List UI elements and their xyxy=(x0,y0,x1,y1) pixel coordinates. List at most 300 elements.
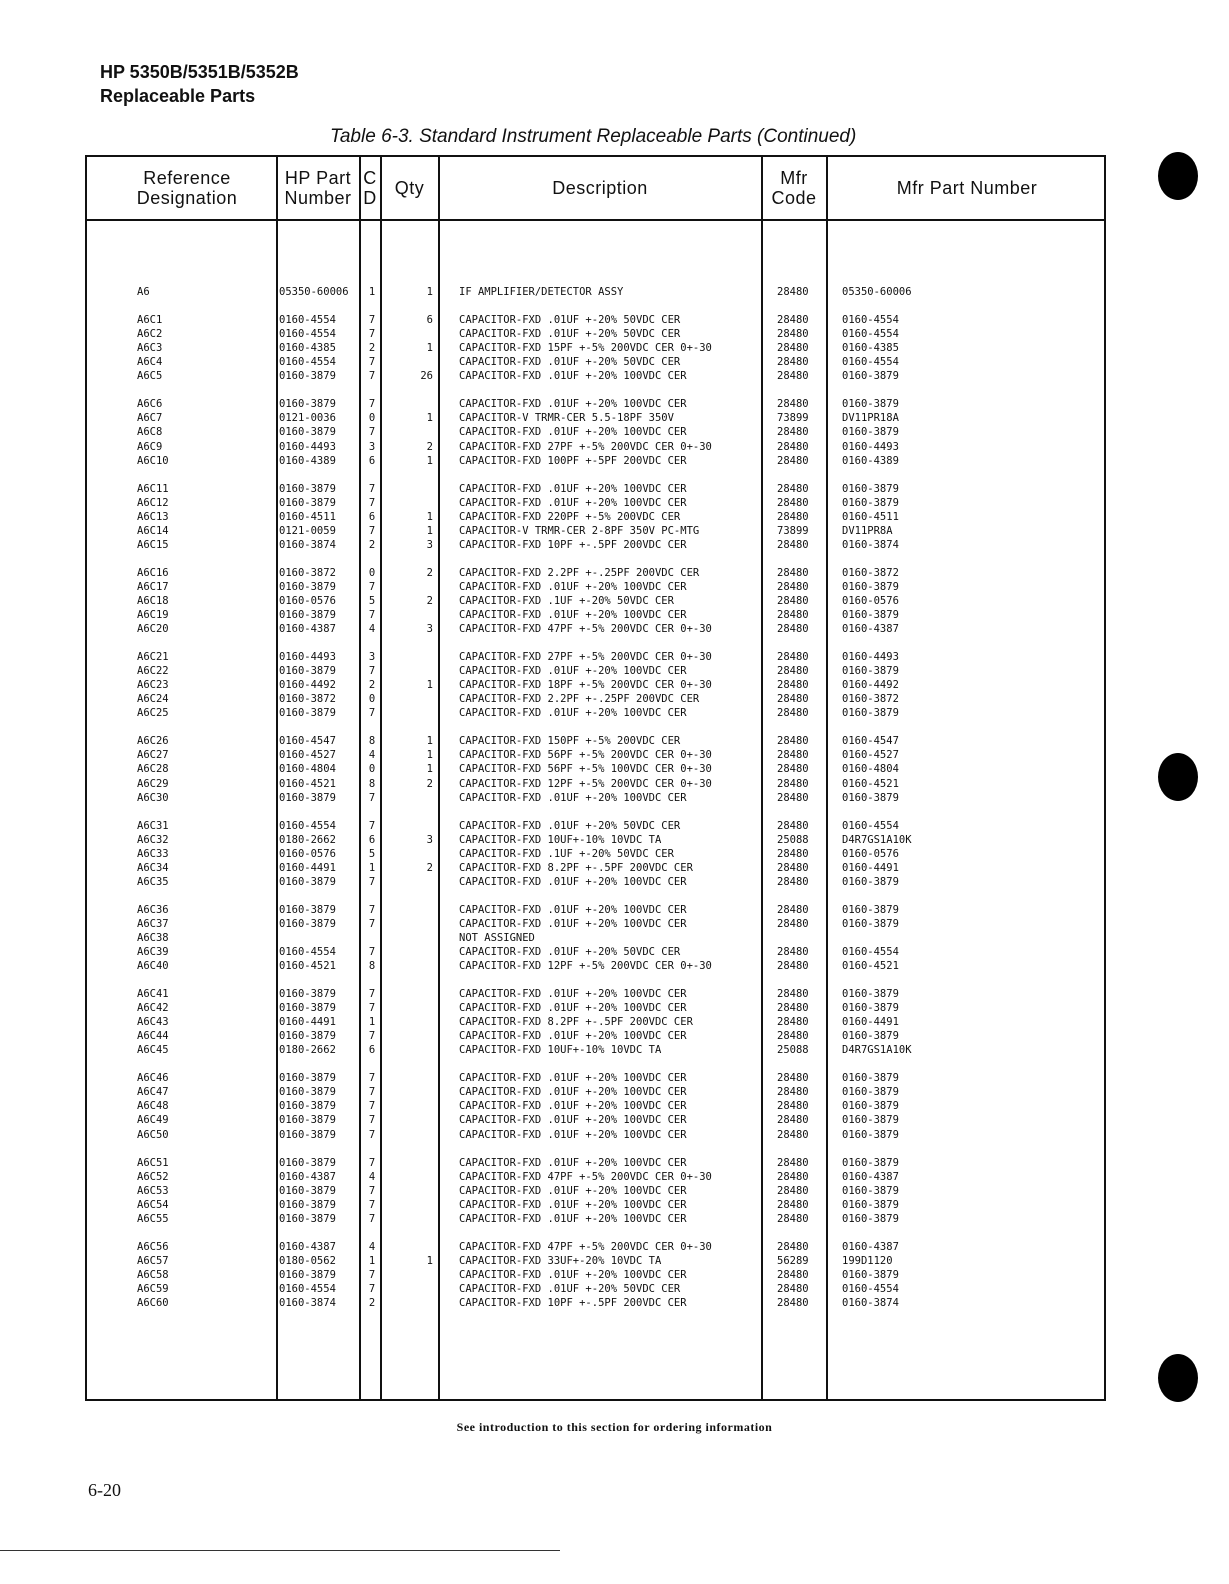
hp-part-number: 0160-3879 xyxy=(279,370,336,383)
mfr-code: 28480 xyxy=(777,777,809,790)
check-digit: 1 xyxy=(368,1254,376,1267)
hp-part-number: 0160-3879 xyxy=(279,1002,336,1015)
hp-part-number: 0160-4387 xyxy=(279,623,336,635)
table-row xyxy=(87,692,1104,706)
table-row xyxy=(87,650,1104,664)
check-digit: 6 xyxy=(368,510,376,523)
mfr-code: 28480 xyxy=(777,328,809,341)
description: CAPACITOR-FXD .01UF +-20% 50VDC CER xyxy=(459,1282,681,1295)
mfr-code: 28480 xyxy=(777,903,809,916)
table-row xyxy=(87,748,1104,762)
page-header xyxy=(100,60,299,108)
table-row xyxy=(87,791,1104,805)
description: CAPACITOR-FXD .01UF +-20% 100VDC CER xyxy=(459,903,687,916)
check-digit: 7 xyxy=(368,328,376,341)
mfr-code: 28480 xyxy=(777,1198,809,1211)
table-row xyxy=(87,1198,1104,1212)
hp-part-number: 0160-4554 xyxy=(279,328,336,341)
check-digit: 7 xyxy=(368,945,376,958)
table-row xyxy=(87,1282,1104,1296)
bottom-rule xyxy=(0,1550,560,1551)
hp-part-number: 0180-2662 xyxy=(279,1044,336,1057)
mfr-part-number: D4R7GS1A10K xyxy=(842,1044,912,1057)
table-row xyxy=(87,1029,1104,1043)
check-digit: 0 xyxy=(368,763,376,776)
description: CAPACITOR-FXD .01UF +-20% 100VDC CER xyxy=(459,1072,687,1085)
description: CAPACITOR-FXD .01UF +-20% 50VDC CER xyxy=(459,945,681,958)
mfr-part-number: 0160-4491 xyxy=(842,1016,899,1029)
mfr-part-number: 0160-3879 xyxy=(842,903,899,916)
hp-part-number: 0160-3879 xyxy=(279,1100,336,1113)
hp-part-number: 0160-3879 xyxy=(279,426,336,439)
description: CAPACITOR-FXD .01UF +-20% 100VDC CER xyxy=(459,580,687,593)
check-digit: 7 xyxy=(368,707,376,720)
description: CAPACITOR-FXD .01UF +-20% 100VDC CER xyxy=(459,1030,687,1043)
hp-part-number: 0160-3879 xyxy=(279,917,336,930)
mfr-part-number: 0160-3879 xyxy=(842,370,899,383)
table-row xyxy=(87,931,1104,945)
check-digit: 0 xyxy=(368,566,376,579)
ref-designation: A6C42 xyxy=(137,1002,169,1015)
ref-designation: A6C45 xyxy=(137,1044,169,1057)
table-row xyxy=(87,440,1104,454)
table-row xyxy=(87,566,1104,580)
mfr-part-number: 0160-3879 xyxy=(842,791,899,804)
check-digit: 4 xyxy=(368,749,376,762)
ref-designation: A6C19 xyxy=(137,609,169,621)
check-digit: 7 xyxy=(368,1072,376,1085)
hp-part-number: 0160-4493 xyxy=(279,440,336,453)
check-digit: 7 xyxy=(368,1156,376,1169)
check-digit: 7 xyxy=(368,1212,376,1225)
mfr-part-number: D4R7GS1A10K xyxy=(842,833,912,846)
check-digit: 3 xyxy=(368,440,376,453)
mfr-code: 28480 xyxy=(777,1212,809,1225)
ref-designation: A6C3 xyxy=(137,342,163,355)
table-row xyxy=(87,762,1104,776)
hp-part-number: 0160-3879 xyxy=(279,875,336,888)
mfr-code: 28480 xyxy=(777,1268,809,1281)
mfr-code: 56289 xyxy=(777,1254,809,1267)
check-digit: 2 xyxy=(368,679,376,692)
table-row xyxy=(87,1001,1104,1015)
mfr-code: 28480 xyxy=(777,1086,809,1099)
hp-part-number: 0160-4387 xyxy=(279,1240,336,1253)
hp-part-number: 0160-3879 xyxy=(279,1114,336,1127)
description: CAPACITOR-FXD 18PF +-5% 200VDC CER 0+-30 xyxy=(459,679,712,692)
ref-designation: A6C2 xyxy=(137,328,163,341)
ref-designation: A6C9 xyxy=(137,440,163,453)
parts-table xyxy=(85,155,1106,1401)
ref-designation: A6C23 xyxy=(137,679,169,692)
hp-part-number: 0160-3879 xyxy=(279,609,336,621)
mfr-part-number: 0160-4385 xyxy=(842,342,899,355)
hp-part-number: 0160-3879 xyxy=(279,707,336,720)
quantity: 1 xyxy=(426,763,433,776)
table-row xyxy=(87,327,1104,341)
ref-designation: A6C11 xyxy=(137,482,169,495)
table-row xyxy=(87,608,1104,622)
ref-designation: A6C56 xyxy=(137,1240,169,1253)
hp-part-number: 0160-4554 xyxy=(279,356,336,369)
ref-designation: A6C6 xyxy=(137,398,163,411)
description: CAPACITOR-FXD .01UF +-20% 100VDC CER xyxy=(459,1100,687,1113)
check-digit: 7 xyxy=(368,1128,376,1141)
mfr-code: 28480 xyxy=(777,693,809,706)
hp-part-number: 0180-0562 xyxy=(279,1254,336,1267)
check-digit: 7 xyxy=(368,482,376,495)
quantity: 1 xyxy=(426,679,433,692)
binder-hole-icon xyxy=(1158,753,1198,801)
mfr-code: 28480 xyxy=(777,538,809,551)
check-digit: 7 xyxy=(368,917,376,930)
mfr-part-number: 0160-3879 xyxy=(842,482,899,495)
table-row xyxy=(87,425,1104,439)
table-row xyxy=(87,1015,1104,1029)
hp-part-number: 0160-4804 xyxy=(279,763,336,776)
ref-designation: A6C21 xyxy=(137,651,169,664)
table-row xyxy=(87,1296,1104,1310)
quantity: 2 xyxy=(426,594,433,607)
mfr-code: 28480 xyxy=(777,1002,809,1015)
check-digit: 6 xyxy=(368,454,376,467)
description: CAPACITOR-FXD .01UF +-20% 100VDC CER xyxy=(459,1268,687,1281)
mfr-part-number: 0160-4511 xyxy=(842,510,899,523)
table-row xyxy=(87,1212,1104,1226)
quantity: 6 xyxy=(426,314,433,327)
mfr-part-number: 0160-4492 xyxy=(842,679,899,692)
ref-designation: A6C51 xyxy=(137,1156,169,1169)
mfr-part-number: 0160-4387 xyxy=(842,1170,899,1183)
header-divider xyxy=(87,219,1104,221)
mfr-code: 28480 xyxy=(777,763,809,776)
table-row xyxy=(87,538,1104,552)
mfr-code: 28480 xyxy=(777,665,809,678)
description: CAPACITOR-FXD 27PF +-5% 200VDC CER 0+-30 xyxy=(459,651,712,664)
table-row xyxy=(87,706,1104,720)
description: CAPACITOR-V TRMR-CER 2-8PF 350V PC-MTG xyxy=(459,524,700,537)
table-row xyxy=(87,341,1104,355)
table-row xyxy=(87,454,1104,468)
check-digit: 4 xyxy=(368,1240,376,1253)
description: CAPACITOR-FXD .01UF +-20% 100VDC CER xyxy=(459,1128,687,1141)
ref-designation: A6C1 xyxy=(137,314,163,327)
check-digit: 8 xyxy=(368,735,376,748)
check-digit: 1 xyxy=(368,286,376,298)
col-header-ref: Reference Designation xyxy=(136,168,238,208)
check-digit: 7 xyxy=(368,903,376,916)
hp-part-number: 05350-60006 xyxy=(279,286,349,298)
ref-designation: A6C60 xyxy=(137,1297,169,1309)
mfr-part-number: 0160-3879 xyxy=(842,609,899,621)
ref-designation: A6C38 xyxy=(137,931,169,944)
mfr-part-number: 0160-4521 xyxy=(842,777,899,790)
ref-designation: A6C8 xyxy=(137,426,163,439)
mfr-code: 28480 xyxy=(777,314,809,327)
hp-part-number: 0160-4554 xyxy=(279,314,336,327)
mfr-code: 28480 xyxy=(777,1072,809,1085)
table-row xyxy=(87,397,1104,411)
hp-part-number: 0160-3879 xyxy=(279,398,336,411)
hp-part-number: 0160-3879 xyxy=(279,1086,336,1099)
col-header-desc: Description xyxy=(552,178,648,198)
hp-part-number: 0160-3879 xyxy=(279,791,336,804)
mfr-part-number: 0160-3879 xyxy=(842,580,899,593)
table-row xyxy=(87,987,1104,1001)
description: CAPACITOR-FXD .01UF +-20% 50VDC CER xyxy=(459,356,681,369)
hp-part-number: 0160-3879 xyxy=(279,1128,336,1141)
mfr-code: 28480 xyxy=(777,609,809,621)
mfr-part-number: 0160-3879 xyxy=(842,665,899,678)
hp-part-number: 0160-3879 xyxy=(279,665,336,678)
description: CAPACITOR-FXD .1UF +-20% 50VDC CER xyxy=(459,594,674,607)
table-row xyxy=(87,678,1104,692)
mfr-code: 28480 xyxy=(777,988,809,1000)
table-row xyxy=(87,355,1104,369)
table-row xyxy=(87,833,1104,847)
mfr-code: 73899 xyxy=(777,524,809,537)
table-row xyxy=(87,313,1104,327)
mfr-code: 25088 xyxy=(777,1044,809,1057)
mfr-part-number: 0160-4554 xyxy=(842,314,899,327)
mfr-code: 28480 xyxy=(777,945,809,958)
mfr-part-number: 0160-3879 xyxy=(842,875,899,888)
hp-part-number: 0160-3872 xyxy=(279,566,336,579)
description: CAPACITOR-FXD 47PF +-5% 200VDC CER 0+-30 xyxy=(459,1170,712,1183)
mfr-code: 28480 xyxy=(777,917,809,930)
hp-part-number: 0160-3879 xyxy=(279,903,336,916)
mfr-code: 28480 xyxy=(777,875,809,888)
mfr-part-number: 0160-4491 xyxy=(842,861,899,874)
quantity: 1 xyxy=(426,524,433,537)
check-digit: 1 xyxy=(368,861,376,874)
mfr-part-number: 0160-4389 xyxy=(842,454,899,467)
check-digit: 5 xyxy=(368,847,376,860)
hp-part-number: 0160-4554 xyxy=(279,819,336,832)
description: CAPACITOR-FXD 27PF +-5% 200VDC CER 0+-30 xyxy=(459,440,712,453)
quantity: 2 xyxy=(426,566,433,579)
description: CAPACITOR-FXD 47PF +-5% 200VDC CER 0+-30 xyxy=(459,623,712,635)
mfr-code: 28480 xyxy=(777,356,809,369)
mfr-part-number: 0160-3879 xyxy=(842,707,899,720)
mfr-part-number: 0160-3879 xyxy=(842,1086,899,1099)
description: CAPACITOR-FXD .01UF +-20% 100VDC CER xyxy=(459,707,687,720)
mfr-code: 28480 xyxy=(777,819,809,832)
mfr-part-number: 0160-3879 xyxy=(842,398,899,411)
ref-designation: A6C14 xyxy=(137,524,169,537)
hp-part-number: 0160-4554 xyxy=(279,1282,336,1295)
quantity: 1 xyxy=(426,412,433,425)
mfr-code: 28480 xyxy=(777,1170,809,1183)
description: CAPACITOR-FXD .01UF +-20% 100VDC CER xyxy=(459,1156,687,1169)
check-digit: 6 xyxy=(368,1044,376,1057)
check-digit: 7 xyxy=(368,1268,376,1281)
ref-designation: A6C10 xyxy=(137,454,169,467)
quantity: 1 xyxy=(426,749,433,762)
mfr-part-number: 0160-4554 xyxy=(842,328,899,341)
table-row xyxy=(87,875,1104,889)
mfr-part-number: 0160-4554 xyxy=(842,356,899,369)
hp-part-number: 0160-0576 xyxy=(279,847,336,860)
table-row xyxy=(87,734,1104,748)
mfr-code: 28480 xyxy=(777,1184,809,1197)
table-row xyxy=(87,945,1104,959)
col-header-cd: C D xyxy=(363,168,377,208)
mfr-part-number: 0160-4804 xyxy=(842,763,899,776)
hp-part-number: 0160-3879 xyxy=(279,482,336,495)
ref-designation: A6C34 xyxy=(137,861,169,874)
mfr-code: 28480 xyxy=(777,1282,809,1295)
quantity: 2 xyxy=(426,777,433,790)
mfr-code: 28480 xyxy=(777,960,809,972)
description: CAPACITOR-FXD 56PF +-5% 100VDC CER 0+-30 xyxy=(459,763,712,776)
binder-hole-icon xyxy=(1158,1354,1198,1402)
ref-designation: A6C16 xyxy=(137,566,169,579)
check-digit: 7 xyxy=(368,875,376,888)
check-digit: 7 xyxy=(368,1100,376,1113)
ref-designation: A6C22 xyxy=(137,665,169,678)
description: CAPACITOR-FXD 2.2PF +-.25PF 200VDC CER xyxy=(459,693,700,706)
description: CAPACITOR-FXD 47PF +-5% 200VDC CER 0+-30 xyxy=(459,1240,712,1253)
table-row xyxy=(87,861,1104,875)
mfr-part-number: DV11PR18A xyxy=(842,412,899,425)
col-header-qty: Qty xyxy=(394,178,425,198)
check-digit: 2 xyxy=(368,538,376,551)
mfr-code: 28480 xyxy=(777,426,809,439)
description: CAPACITOR-FXD 2.2PF +-.25PF 200VDC CER xyxy=(459,566,700,579)
check-digit: 7 xyxy=(368,791,376,804)
check-digit: 4 xyxy=(368,623,376,635)
check-digit: 7 xyxy=(368,398,376,411)
description: CAPACITOR-FXD 33UF+-20% 10VDC TA xyxy=(459,1254,662,1267)
ref-designation: A6C37 xyxy=(137,917,169,930)
ref-designation: A6C29 xyxy=(137,777,169,790)
check-digit: 1 xyxy=(368,1016,376,1029)
description: CAPACITOR-FXD 10UF+-10% 10VDC TA xyxy=(459,1044,662,1057)
ref-designation: A6C39 xyxy=(137,945,169,958)
table-row xyxy=(87,594,1104,608)
hp-part-number: 0160-4547 xyxy=(279,735,336,748)
mfr-part-number: 0160-3879 xyxy=(842,917,899,930)
mfr-code: 28480 xyxy=(777,370,809,383)
mfr-part-number: 0160-3879 xyxy=(842,426,899,439)
check-digit: 7 xyxy=(368,1002,376,1015)
mfr-code: 28480 xyxy=(777,847,809,860)
check-digit: 7 xyxy=(368,356,376,369)
description: CAPACITOR-FXD .01UF +-20% 100VDC CER xyxy=(459,1086,687,1099)
table-row xyxy=(87,1043,1104,1057)
mfr-code: 28480 xyxy=(777,496,809,509)
mfr-code: 28480 xyxy=(777,1016,809,1029)
check-digit: 7 xyxy=(368,314,376,327)
ref-designation: A6C46 xyxy=(137,1072,169,1085)
quantity: 1 xyxy=(426,454,433,467)
hp-part-number: 0160-4389 xyxy=(279,454,336,467)
mfr-part-number: 0160-3879 xyxy=(842,496,899,509)
ref-designation: A6C48 xyxy=(137,1100,169,1113)
check-digit: 7 xyxy=(368,496,376,509)
quantity: 1 xyxy=(426,342,433,355)
table-row xyxy=(87,524,1104,538)
hp-part-number: 0180-2662 xyxy=(279,833,336,846)
mfr-code: 28480 xyxy=(777,861,809,874)
check-digit: 7 xyxy=(368,1030,376,1043)
mfr-part-number: 0160-4527 xyxy=(842,749,899,762)
table-row xyxy=(87,285,1104,299)
mfr-part-number: 0160-3879 xyxy=(842,1002,899,1015)
ref-designation: A6C26 xyxy=(137,735,169,748)
description: CAPACITOR-FXD 10PF +-.5PF 200VDC CER xyxy=(459,1297,687,1309)
description: CAPACITOR-FXD .01UF +-20% 100VDC CER xyxy=(459,482,687,495)
mfr-code: 28480 xyxy=(777,791,809,804)
description: CAPACITOR-FXD .01UF +-20% 100VDC CER xyxy=(459,875,687,888)
ref-designation: A6C54 xyxy=(137,1198,169,1211)
description: CAPACITOR-FXD 12PF +-5% 200VDC CER 0+-30 xyxy=(459,960,712,972)
hp-part-number: 0121-0059 xyxy=(279,524,336,537)
hp-part-number: 0160-3879 xyxy=(279,1198,336,1211)
hp-part-number: 0160-3879 xyxy=(279,496,336,509)
description: CAPACITOR-FXD .01UF +-20% 100VDC CER xyxy=(459,988,687,1000)
mfr-part-number: 0160-3879 xyxy=(842,1268,899,1281)
check-digit: 5 xyxy=(368,594,376,607)
mfr-code: 28480 xyxy=(777,286,809,298)
ref-designation: A6C28 xyxy=(137,763,169,776)
binder-hole-icon xyxy=(1158,152,1198,200)
mfr-code: 28480 xyxy=(777,482,809,495)
table-row xyxy=(87,510,1104,524)
col-header-mpn: Mfr Part Number xyxy=(896,178,1038,198)
table-row xyxy=(87,903,1104,917)
mfr-code: 28480 xyxy=(777,594,809,607)
quantity: 1 xyxy=(426,1254,433,1267)
table-caption: Table 6-3. Standard Instrument Replaceable Parts (Continued) xyxy=(330,126,857,147)
table-row xyxy=(87,1099,1104,1113)
hp-part-number: 0160-4521 xyxy=(279,960,336,972)
quantity: 3 xyxy=(426,538,433,551)
check-digit: 7 xyxy=(368,988,376,1000)
check-digit: 2 xyxy=(368,1297,376,1309)
table-row xyxy=(87,664,1104,678)
description: CAPACITOR-FXD .01UF +-20% 100VDC CER xyxy=(459,1198,687,1211)
mfr-code: 28480 xyxy=(777,454,809,467)
mfr-code: 28480 xyxy=(777,398,809,411)
ref-designation: A6 xyxy=(137,286,150,298)
description: CAPACITOR-FXD 12PF +-5% 200VDC CER 0+-30 xyxy=(459,777,712,790)
ref-designation: A6C47 xyxy=(137,1086,169,1099)
check-digit: 2 xyxy=(368,342,376,355)
hp-part-number: 0160-4511 xyxy=(279,510,336,523)
mfr-part-number: 0160-3874 xyxy=(842,1297,899,1309)
mfr-code: 73899 xyxy=(777,412,809,425)
description: CAPACITOR-FXD .01UF +-20% 100VDC CER xyxy=(459,1002,687,1015)
hp-part-number: 0160-3879 xyxy=(279,1212,336,1225)
ref-designation: A6C12 xyxy=(137,496,169,509)
mfr-code: 28480 xyxy=(777,1030,809,1043)
hp-part-number: 0160-4387 xyxy=(279,1170,336,1183)
hp-part-number: 0160-3874 xyxy=(279,538,336,551)
table-row xyxy=(87,777,1104,791)
table-row xyxy=(87,959,1104,973)
mfr-part-number: 0160-3879 xyxy=(842,1114,899,1127)
table-row xyxy=(87,847,1104,861)
description: CAPACITOR-FXD 8.2PF +-.5PF 200VDC CER xyxy=(459,861,693,874)
header-section: Replaceable Parts xyxy=(100,86,256,106)
description: CAPACITOR-FXD 150PF +-5% 200VDC CER xyxy=(459,735,681,748)
quantity: 1 xyxy=(426,286,433,298)
ref-designation: A6C18 xyxy=(137,594,169,607)
ref-designation: A6C50 xyxy=(137,1128,169,1141)
hp-part-number: 0160-3872 xyxy=(279,693,336,706)
